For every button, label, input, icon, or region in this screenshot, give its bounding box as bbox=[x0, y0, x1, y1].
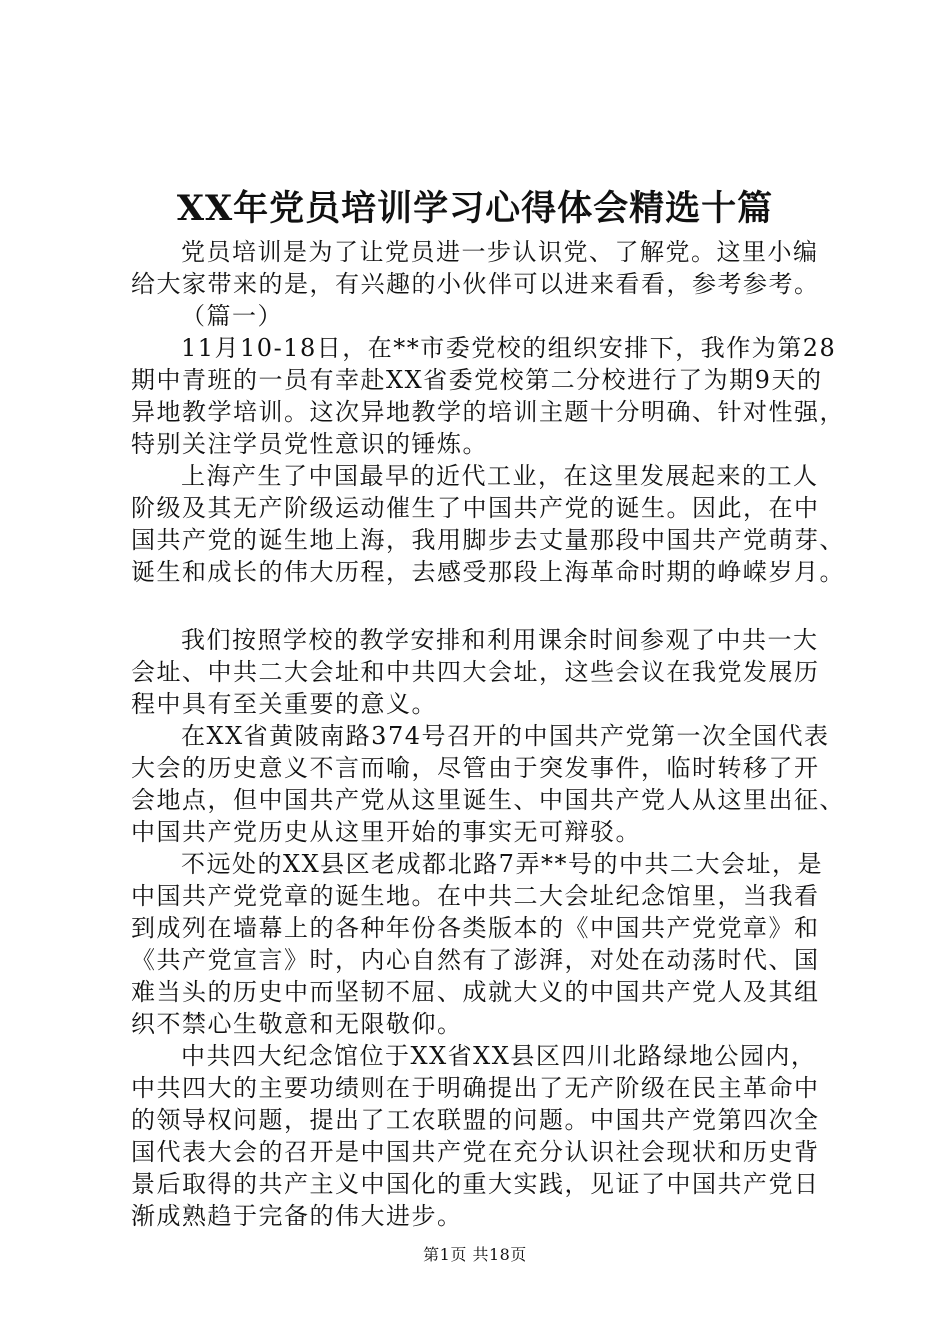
text-line: 不远处的XX县区老成都北路7弄**号的中共二大会址，是 bbox=[181, 850, 823, 878]
text-line: 会址、中共二大会址和中共四大会址，这些会议在我党发展历 bbox=[131, 658, 820, 686]
text-line: 异地教学培训。这次异地教学的培训主题十分明确、针对性强， bbox=[131, 398, 845, 426]
paragraph-gap bbox=[131, 588, 831, 624]
text-line: 到成列在墙幕上的各种年份各类版本的《中国共产党党章》和 bbox=[131, 914, 820, 942]
text-line: 11月10-18日，在**市委党校的组织安排下，我作为第28 bbox=[181, 334, 837, 362]
text-line: 上海产生了中国最早的近代工业，在这里发展起来的工人 bbox=[181, 462, 819, 490]
text-line: 给大家带来的是，有兴趣的小伙伴可以进来看看，参考参考。 bbox=[131, 270, 820, 298]
text-line: 在XX省黄陂南路374号召开的中国共产党第一次全国代表 bbox=[181, 722, 830, 750]
page-number: 第1页 共18页 bbox=[423, 1245, 527, 1264]
text-line: 党员培训是为了让党员进一步认识党、了解党。这里小编 bbox=[181, 238, 819, 266]
text-line: 阶级及其无产阶级运动催生了中国共产党的诞生。因此，在中 bbox=[131, 494, 820, 522]
text-line: 特别关注学员党性意识的锤炼。 bbox=[131, 430, 488, 458]
text-line: 国共产党的诞生地上海，我用脚步去丈量那段中国共产党萌芽、 bbox=[131, 526, 845, 554]
text-line: 织不禁心生敬意和无限敬仰。 bbox=[131, 1010, 463, 1038]
document-title: XX年党员培训学习心得体会精选十篇 bbox=[176, 188, 774, 229]
text-line: 中共四大纪念馆位于XX省XX县区四川北路绿地公园内， bbox=[181, 1042, 817, 1070]
text-line: 国代表大会的召开是中国共产党在充分认识社会现状和历史背 bbox=[131, 1138, 820, 1166]
text-line: 难当头的历史中而坚韧不屈、成就大义的中国共产党人及其组 bbox=[131, 978, 820, 1006]
document-body bbox=[131, 236, 845, 1232]
section-heading: （篇一） bbox=[181, 302, 283, 330]
text-line: 会地点，但中国共产党从这里诞生、中国共产党人从这里出征、 bbox=[131, 786, 845, 814]
text-line: 程中具有至关重要的意义。 bbox=[131, 690, 437, 718]
text-line: 诞生和成长的伟大历程，去感受那段上海革命时期的峥嵘岁月。 bbox=[131, 558, 845, 586]
text-line: 中国共产党历史从这里开始的事实无可辩驳。 bbox=[131, 818, 641, 846]
text-line: 我们按照学校的教学安排和利用课余时间参观了中共一大 bbox=[181, 626, 819, 654]
text-line: 景后取得的共产主义中国化的重大实践，见证了中国共产党日 bbox=[131, 1170, 820, 1198]
text-line: 《共产党宣言》时，内心自然有了澎湃，对处在动荡时代、国 bbox=[131, 946, 820, 974]
text-line: 期中青班的一员有幸赴XX省委党校第二分校进行了为期9天的 bbox=[131, 366, 823, 394]
text-line: 大会的历史意义不言而喻，尽管由于突发事件，临时转移了开 bbox=[131, 754, 820, 782]
text-line: 中国共产党党章的诞生地。在中共二大会址纪念馆里，当我看 bbox=[131, 882, 820, 910]
text-line: 渐成熟趋于完备的伟大进步。 bbox=[131, 1202, 463, 1230]
text-line: 的领导权问题，提出了工农联盟的问题。中国共产党第四次全 bbox=[131, 1106, 820, 1134]
text-line: 中共四大的主要功绩则在于明确提出了无产阶级在民主革命中 bbox=[131, 1074, 820, 1102]
